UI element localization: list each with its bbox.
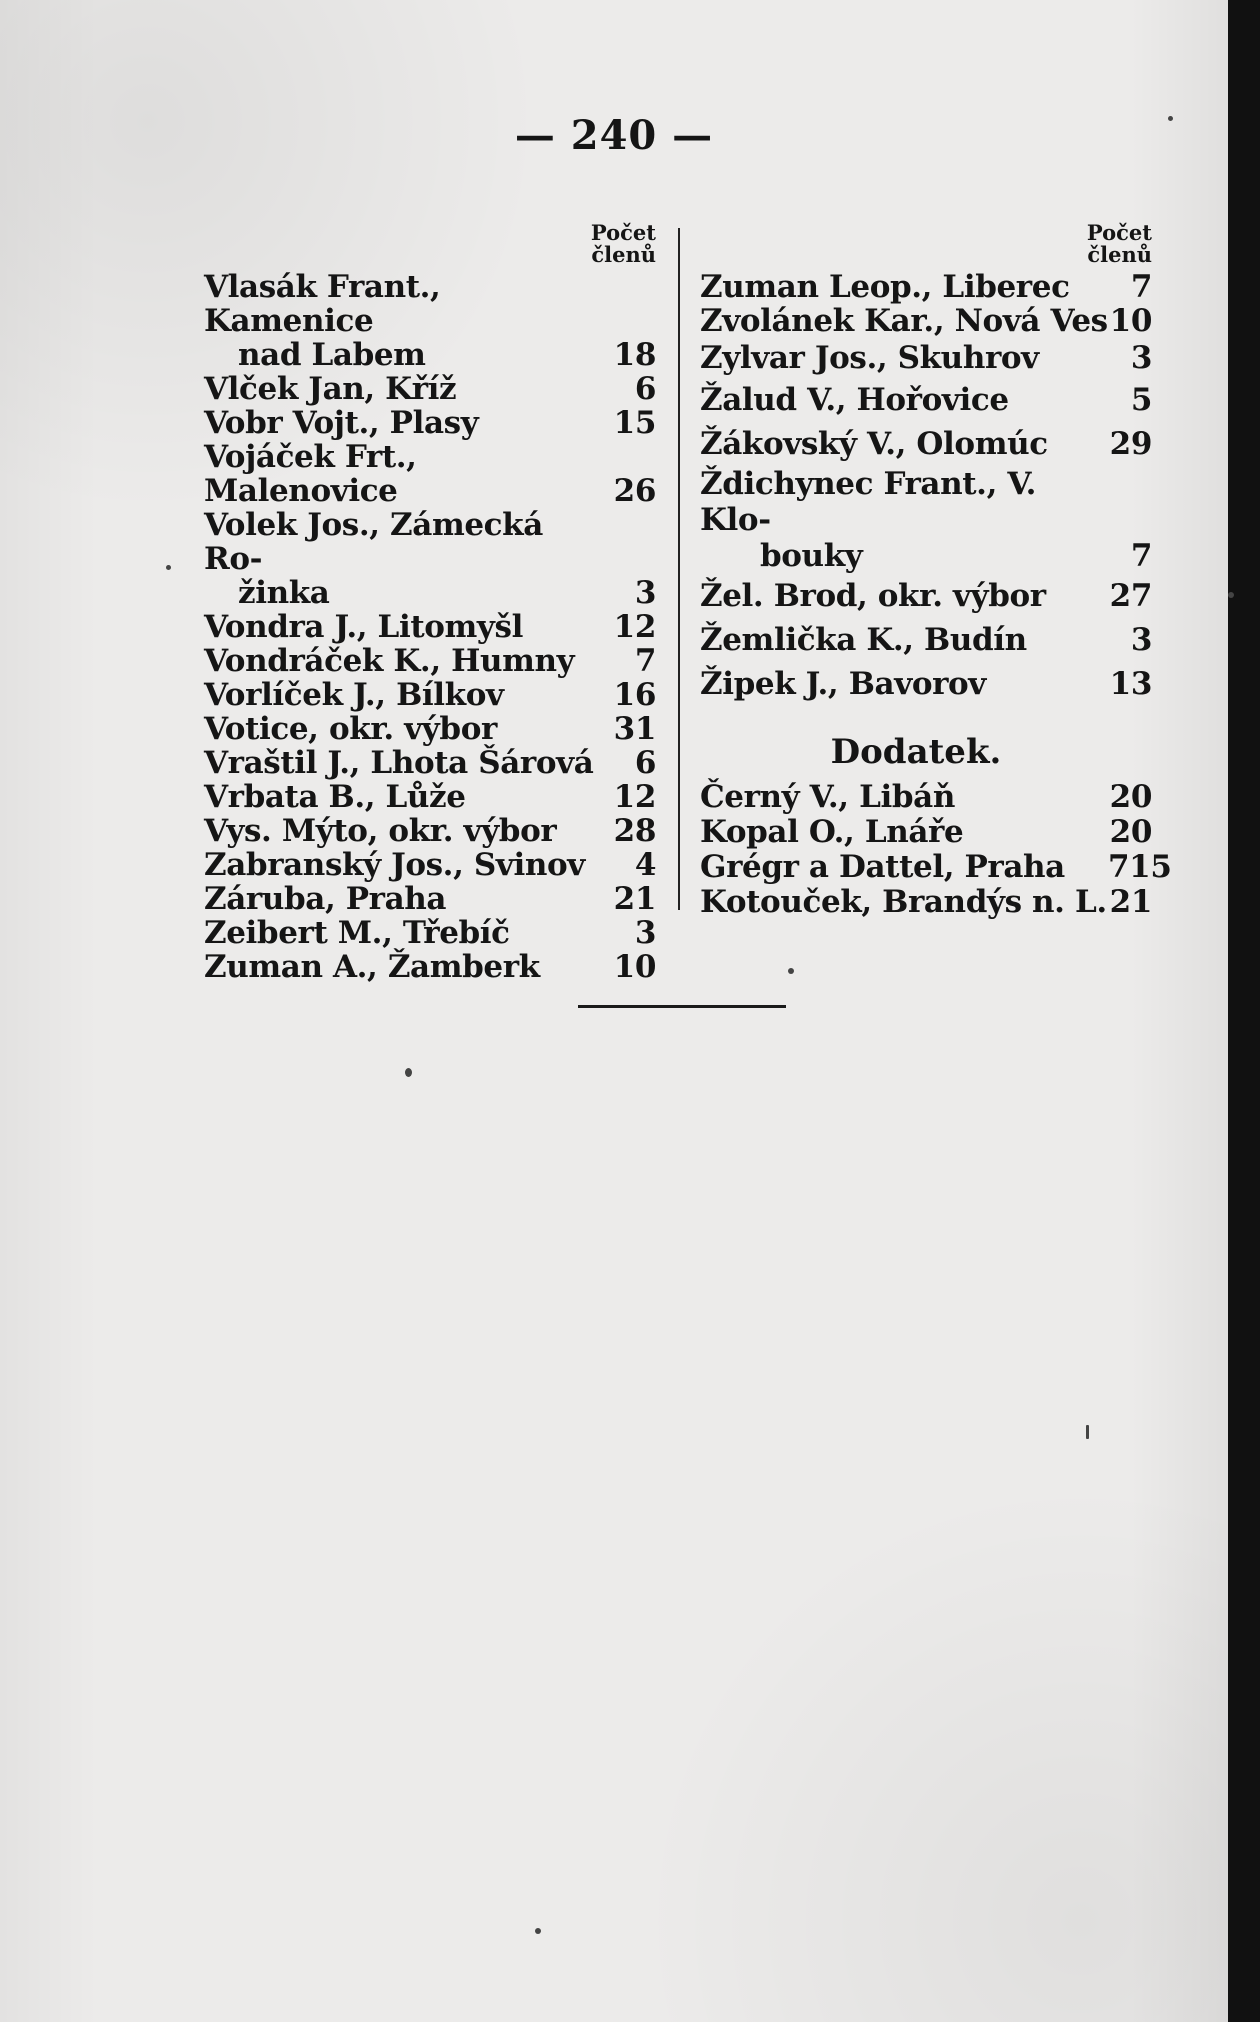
end-rule — [578, 1005, 786, 1008]
list-item — [204, 678, 656, 712]
list-item — [204, 440, 656, 508]
entry-name: Vys. Mýto, okr. výbor — [204, 813, 557, 849]
entry-name — [204, 270, 612, 372]
right-column-header — [700, 222, 1152, 270]
list-item — [700, 466, 1152, 574]
list-item — [204, 508, 656, 610]
entry-count: 10 — [613, 949, 656, 985]
entry-count: 26 — [613, 473, 656, 509]
entry-name: Kotouček, Brandýs n. L. — [700, 884, 1107, 920]
list-item — [700, 270, 1152, 304]
left-column — [204, 222, 656, 984]
entry-name: Vraštil J., Lhota Šárová — [204, 745, 594, 781]
entry-name: Žalud V., Hořovice — [700, 382, 1009, 418]
entry-count: 21 — [1109, 884, 1152, 920]
list-item — [204, 848, 656, 882]
paper-speck — [1228, 592, 1234, 598]
entry-name: Zvolánek Kar., Nová Ves — [700, 303, 1108, 339]
entry-name: Záruba, Praha — [204, 881, 447, 917]
right-column — [700, 220, 1172, 920]
list-item — [700, 338, 1152, 378]
list-item — [700, 780, 1152, 815]
entry-count: 3 — [634, 575, 656, 611]
entry-count: 3 — [1130, 340, 1152, 376]
header-line: Počet — [1086, 220, 1152, 245]
entry-count: 20 — [1109, 814, 1152, 850]
entry-count: 18 — [613, 337, 656, 373]
list-item — [204, 406, 656, 440]
list-item — [204, 950, 656, 984]
list-item — [700, 304, 1152, 338]
entry-count: 21 — [613, 881, 656, 917]
entry-name: Zuman Leop., Liberec — [700, 269, 1070, 305]
column-divider — [678, 228, 680, 910]
list-item — [204, 814, 656, 848]
left-column-header — [204, 222, 656, 270]
entry-count: 4 — [634, 847, 656, 883]
entry-count: 13 — [1109, 666, 1152, 702]
entry-count: 3 — [1130, 622, 1152, 658]
list-item — [204, 746, 656, 780]
entry-name — [700, 466, 1108, 574]
entry-count: 12 — [613, 609, 656, 645]
header-line: členů — [591, 242, 656, 267]
entry-count: 12 — [613, 779, 656, 815]
entry-count: 7 — [1130, 538, 1152, 574]
header-line: Počet — [590, 220, 656, 245]
entry-count: 7 — [1130, 269, 1152, 305]
entry-name: Zeibert M., Třebíč — [204, 915, 510, 951]
entry-name-continuation: žinka — [238, 575, 330, 611]
paper-speck — [535, 1928, 541, 1934]
entry-name: Vondráček K., Humny — [204, 643, 575, 679]
list-item — [700, 574, 1152, 618]
list-item — [204, 916, 656, 950]
list-item — [204, 882, 656, 916]
list-item — [700, 885, 1152, 920]
entry-name: Votice, okr. výbor — [204, 711, 497, 747]
entry-count: 10 — [1109, 303, 1152, 339]
entry-name: Zuman A., Žamberk — [204, 949, 540, 985]
entry-name-line: Vlasák Frant., Kamenice — [204, 269, 441, 339]
entry-count: 5 — [1130, 382, 1152, 418]
page-number: — 240 — — [514, 112, 714, 159]
list-item — [700, 849, 1172, 885]
entry-name: Žákovský V., Olomúc — [700, 426, 1048, 462]
entry-name: Černý V., Libáň — [700, 779, 955, 815]
entry-name — [204, 508, 612, 610]
entry-name: Žel. Brod, okr. výbor — [700, 578, 1046, 614]
list-item — [204, 712, 656, 746]
entry-count: 7 — [634, 643, 656, 679]
list-item — [204, 270, 656, 372]
entry-name: Vorlíček J., Bílkov — [204, 677, 504, 713]
list-item — [700, 618, 1152, 662]
list-item — [700, 378, 1152, 422]
paper-speck — [1168, 116, 1173, 121]
list-item — [700, 662, 1152, 706]
entry-name: Žemlička K., Budín — [700, 622, 1027, 658]
entry-name: Zabranský Jos., Svinov — [204, 847, 585, 883]
entry-count: 29 — [1109, 426, 1152, 462]
entry-count: 20 — [1109, 779, 1152, 815]
entry-name: Vojáček Frt., Malenovice — [204, 439, 417, 509]
entry-count: 3 — [634, 915, 656, 951]
entry-name: Vondra J., Litomyšl — [204, 609, 523, 645]
paper-speck — [1086, 1425, 1089, 1439]
entry-count: 15 — [613, 405, 656, 441]
entry-count: 6 — [634, 371, 656, 407]
entry-name-continuation: bouky — [760, 538, 863, 574]
entry-count: 6 — [634, 745, 656, 781]
paper-speck — [788, 968, 794, 974]
list-item — [204, 372, 656, 406]
entry-count: 27 — [1109, 578, 1152, 614]
paper-speck — [166, 565, 171, 570]
entry-name: Vlček Jan, Kříž — [204, 371, 457, 407]
list-item — [204, 644, 656, 678]
entry-name: Grégr a Dattel, Praha — [700, 849, 1065, 885]
paper-speck — [405, 1068, 412, 1077]
section-title: Dodatek. — [830, 732, 1002, 772]
entry-count: 16 — [613, 677, 656, 713]
entry-count: 31 — [613, 711, 656, 747]
list-item — [700, 422, 1152, 466]
header-line: členů — [1087, 242, 1152, 267]
entry-name: Žipek J., Bavorov — [700, 666, 986, 702]
entry-name: Kopal O., Lnáře — [700, 814, 964, 850]
list-item — [204, 780, 656, 814]
entry-name-line: Volek Jos., Zámecká Ro- — [204, 507, 543, 577]
entry-count: 28 — [613, 813, 656, 849]
list-item — [700, 815, 1152, 850]
entry-count: 715 — [1108, 849, 1172, 885]
entry-name-continuation: nad Labem — [238, 337, 426, 373]
list-item — [204, 610, 656, 644]
entry-name: Vrbata B., Lůže — [204, 779, 466, 815]
entry-name: Vobr Vojt., Plasy — [204, 405, 479, 441]
entry-name: Zylvar Jos., Skuhrov — [700, 340, 1039, 376]
entry-name-line: Ždichynec Frant., V. Klo- — [700, 466, 1036, 538]
